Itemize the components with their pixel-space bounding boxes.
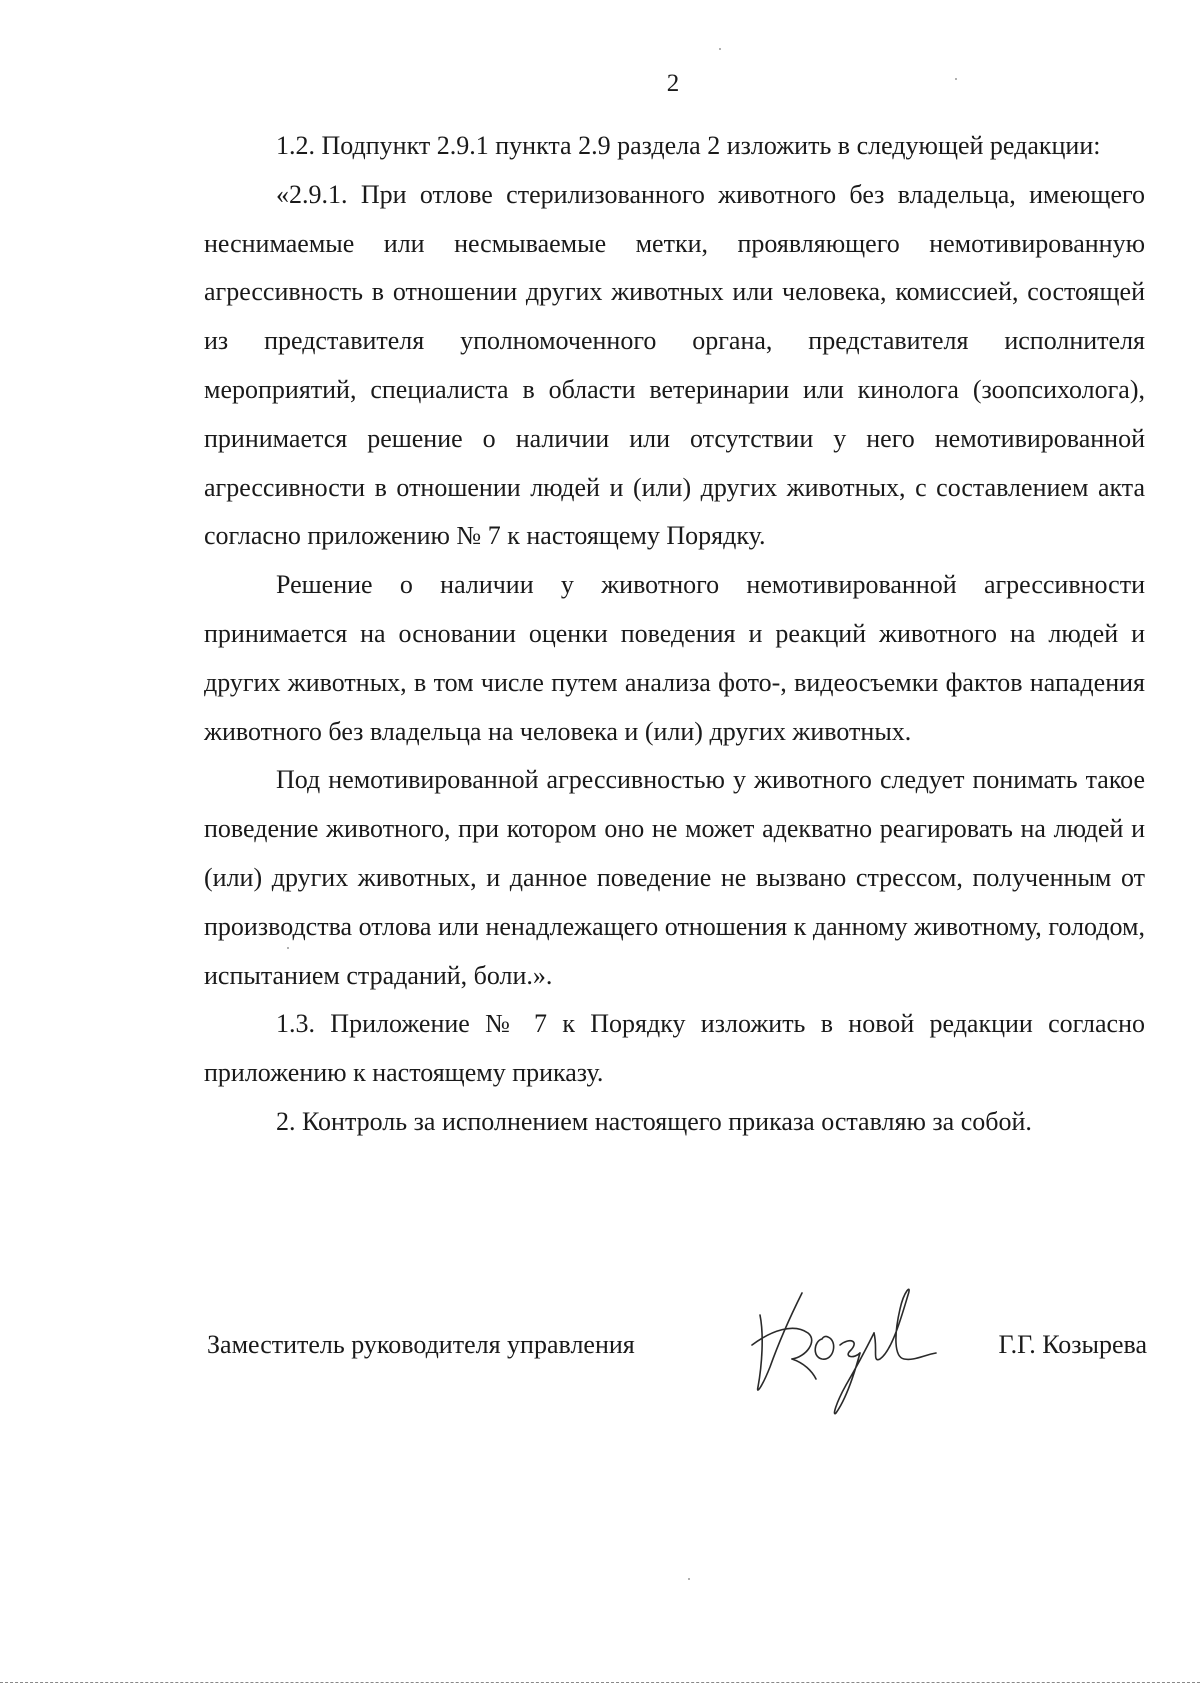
- paragraph-1-3: 1.3. Приложение № 7 к Порядку изложить в новой редакции согласно приложению к настоящему приказу.: [204, 1009, 1145, 1088]
- handwritten-signature: [742, 1275, 942, 1415]
- paragraph-1-2: 1.2. Подпункт 2.9.1 пункта 2.9 раздела 2 изложить в следующей редакции:: [276, 131, 1101, 160]
- paragraph-2-control: 2. Контроль за исполнением настоящего приказа оставляю за собой.: [276, 1106, 1032, 1136]
- page-number: 2: [666, 70, 680, 97]
- signatory-position: Заместитель руководителя управления: [207, 1330, 635, 1359]
- paragraph-definition: Под немотивированной агрессивностью у животного следует понимать такое поведение животного, при котором оно не может адекватно реагировать на людей и (или) других животных, и данное поведение не вызвано стрессом, полученным от производства отлова или ненадлежащего отношения к данному животному, голодом, испытанием страданий, боли.».: [204, 765, 1145, 990]
- signature-block: [207, 1275, 1147, 1415]
- scan-speck: [719, 48, 721, 50]
- signatory-name: Г.Г. Козырева: [998, 1330, 1147, 1359]
- document-body: [204, 122, 1145, 1147]
- scan-edge-line: [0, 1682, 1200, 1683]
- scan-speck: [955, 78, 957, 80]
- paragraph-decision: Решение о наличии у животного немотивированной агрессивности принимается на основании оценки поведения и реакций животного на людей и других животных, в том числе путем анализа фото-, видеосъемки фактов нападения животного без владельца на человека и (или) других животных.: [204, 570, 1145, 746]
- paragraph-2-9-1: «2.9.1. При отлове стерилизованного животного без владельца, имеющего неснимаемые или несмываемые метки, проявляющего немотивированную агрессивность в отношении других животных или человека, комиссией, состоящей из представителя уполномоченного органа, представителя исполнителя мероприятий, специалиста в области ветеринарии или кинолога (зоопсихолога), принимается решение о наличии или отсутствии у него немотивированной агрессивности в отношении людей и (или) других животных, с составлением акта согласно приложению № 7 к настоящему Порядку.: [204, 179, 1145, 551]
- scan-speck: [688, 1578, 690, 1580]
- scan-speck: [287, 947, 289, 949]
